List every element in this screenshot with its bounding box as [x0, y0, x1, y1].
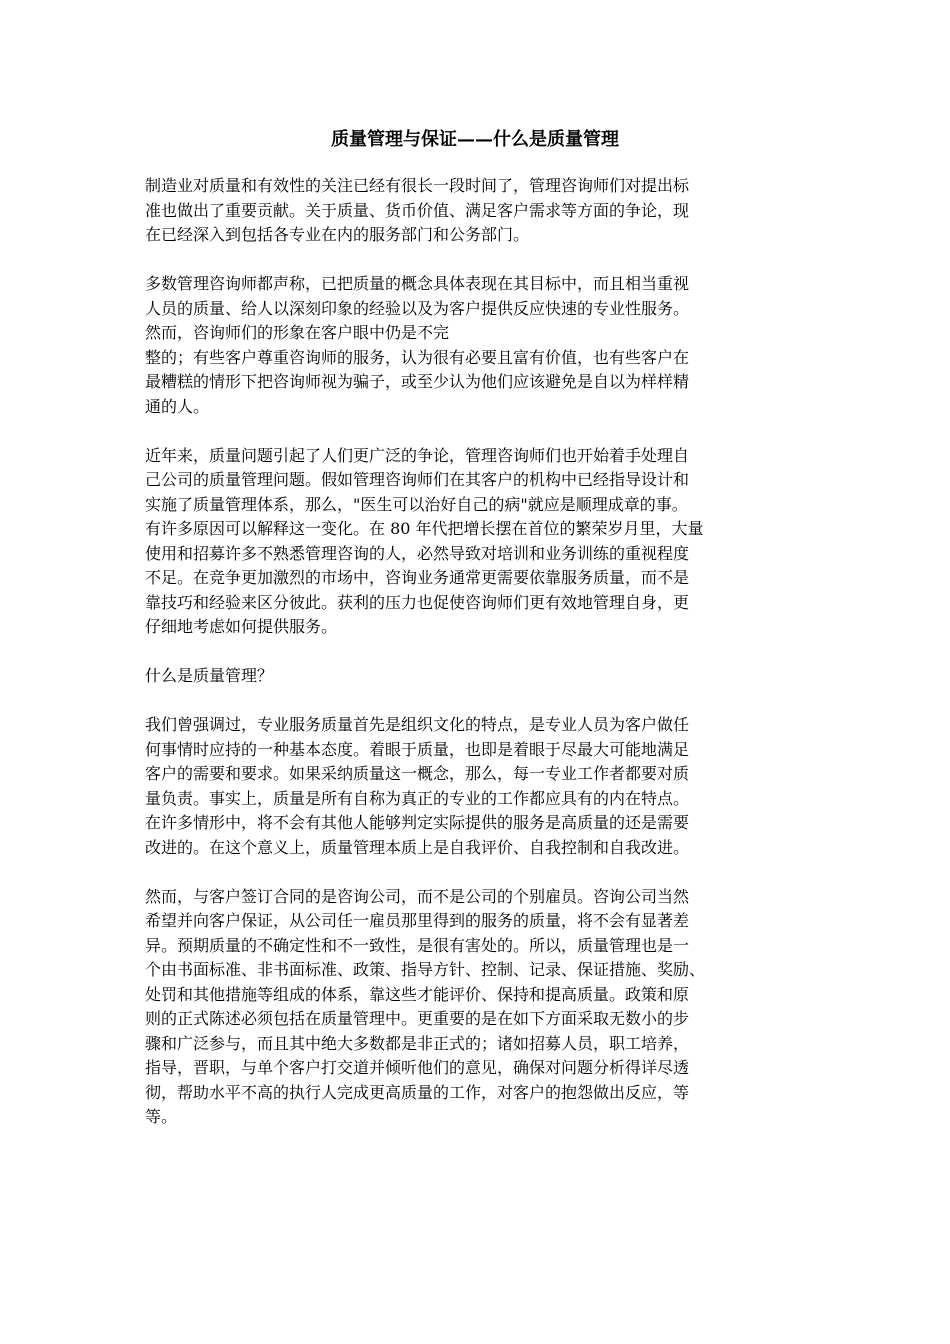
paragraph-4 [145, 713, 807, 860]
text-line: 实施了质量管理体系，那么，"医生可以治好自己的病"就应是顺理成章的事。 [145, 494, 688, 514]
text-line: 指导，晋职，与单个客户打交道并倾听他们的意见，确保对问题分析得详尽透 [145, 1058, 690, 1077]
text-line: 在已经深入到包括各专业在内的服务部门和公务部门。 [145, 225, 530, 244]
paragraph-2 [145, 272, 807, 419]
text-line: 整的；有些客户尊重咨询师的服务，认为很有必要且富有价值，也有些客户在 [145, 347, 690, 367]
text-line: 人员的质量、给人以深刻印象的经验以及为客户提供反应快速的专业性服务。 [145, 298, 690, 318]
text-line: 则的正式陈述必须包括在质量管理中。更重要的是在如下方面采取无数小的步 [145, 1009, 690, 1028]
text-line: 量负责。事实上，质量是所有自称为真正的专业的工作都应具有的内在特点。 [145, 788, 690, 808]
text-line: 多数管理咨询师都声称，已把质量的概念具体表现在其目标中，而且相当重视 [145, 274, 690, 293]
text-line: 使用和招募许多不熟悉管理咨询的人，必然导致对培训和业务训练的重视程度 [145, 543, 690, 563]
text-line: 何事情时应持的一种基本态度。着眼于质量，也即是着眼于尽最大可能地满足 [145, 739, 690, 759]
text-line: 准也做出了重要贡献。关于质量、货币价值、满足客户需求等方面的争论，现 [145, 200, 690, 220]
text-line: 最糟糕的情形下把咨询师视为骗子，或至少认为他们应该避免是自以为样样精 [145, 372, 690, 391]
text-line: 异。预期质量的不确定性和不一致性，是很有害处的。所以，质量管理也是一 [145, 935, 690, 955]
text-line: 个由书面标准、非书面标准、政策、指导方针、控制、记录、保证措施、奖励、 [145, 960, 706, 979]
text-line: 在许多情形中，将不会有其他人能够判定实际提供的服务是高质量的还是需要 [145, 813, 690, 832]
document-title: 质量管理与保证——什么是质量管理 [331, 129, 619, 150]
paragraph-3 [145, 444, 807, 640]
text-line: 然而，与客户签订合同的是咨询公司，而不是公司的个别雇员。咨询公司当然 [145, 886, 690, 906]
text-line: 希望并向客户保证，从公司任一雇员那里得到的服务的质量，将不会有显著差 [145, 911, 690, 930]
text-line: 然而，咨询师们的形象在客户眼中仍是不完 [145, 323, 450, 342]
paragraph-1 [145, 174, 807, 248]
section-heading [145, 664, 807, 689]
text-line: 制造业对质量和有效性的关注已经有很长一段时间了，管理咨询师们对提出标 [145, 176, 690, 195]
text-line: 处罚和其他措施等组成的体系，靠这些才能评价、保持和提高质量。政策和原 [145, 984, 690, 1004]
paragraph-5 [145, 885, 807, 1130]
text-line: 靠技巧和经验来区分彼此。获利的压力也促使咨询师们更有效地管理自身，更 [145, 592, 690, 612]
text-line: 通的人。 [145, 396, 210, 416]
text-line: 骤和广泛参与，而且其中绝大多数都是非正式的；诸如招募人员，职工培养， [145, 1033, 690, 1053]
text-line: 客户的需要和要求。如果采纳质量这一概念，那么，每一专业工作者都要对质 [145, 764, 690, 783]
text-line: 仔细地考虑如何提供服务。 [145, 617, 338, 636]
text-line: 近年来，质量问题引起了人们更广泛的争论，管理咨询师们也开始着手处理自 [145, 445, 690, 465]
text-line: 有许多原因可以解释这一变化。在 80 年代把增长摆在首位的繁荣岁月里，大量 [145, 519, 704, 538]
text-line: 彻，帮助水平不高的执行人完成更高质量的工作，对客户的抱怨做出反应，等 [145, 1082, 690, 1102]
text-line: 改进的。在这个意义上，质量管理本质上是自我评价、自我控制和自我改进。 [145, 837, 690, 857]
text-line: 等。 [145, 1107, 178, 1126]
text-line: 不足。在竞争更加激烈的市场中，咨询业务通常更需要依靠服务质量，而不是 [145, 568, 690, 587]
text-line: 己公司的质量管理问题。假如管理咨询师们在其客户的机构中已经指导设计和 [145, 470, 690, 489]
text-line: 什么是质量管理？ [145, 666, 274, 685]
text-line: 我们曾强调过，专业服务质量首先是组织文化的特点，是专业人员为客户做任 [145, 715, 690, 734]
document-body [145, 174, 807, 1154]
